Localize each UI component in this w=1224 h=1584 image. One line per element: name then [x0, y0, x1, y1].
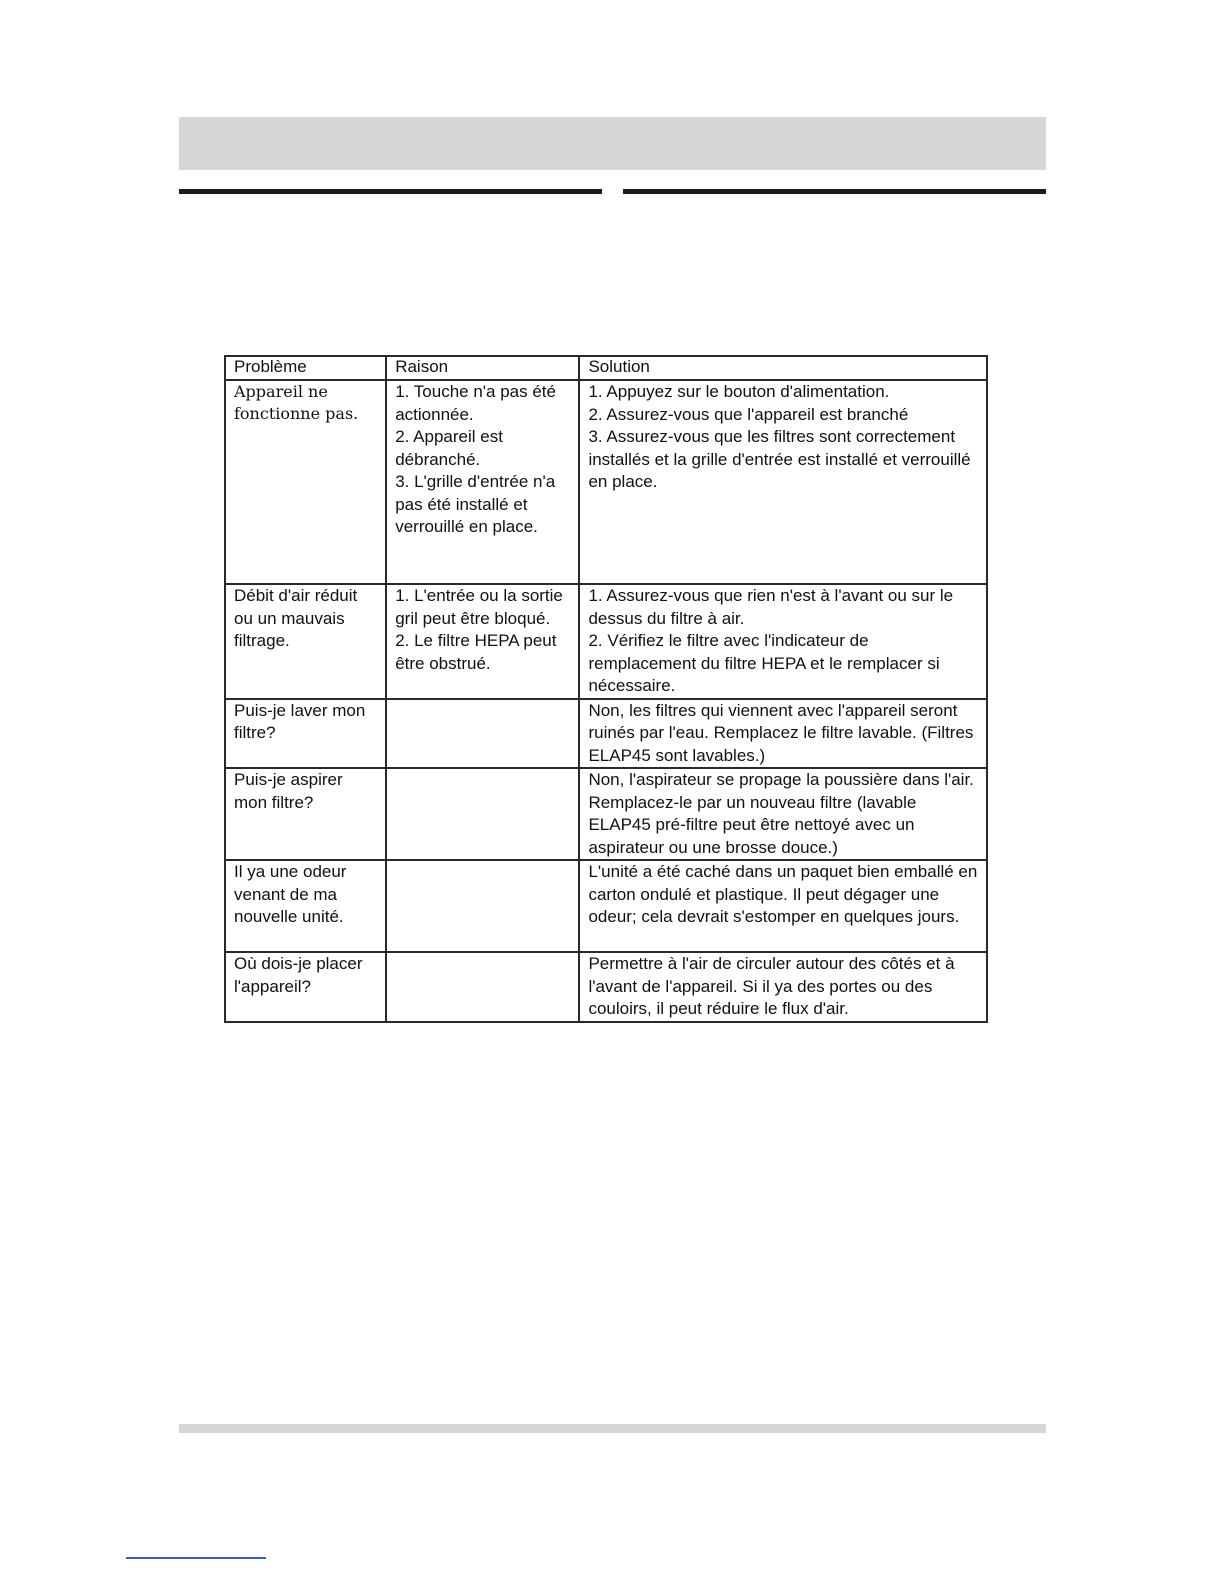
solution-cell	[579, 768, 987, 860]
solution-line: 1. Assurez-vous que rien n'est à l'avant ou sur le dessus du filtre à air.	[588, 586, 954, 628]
solution-cell	[579, 699, 987, 769]
solution-line: 2. Vérifiez le filtre avec l'indicateur de remplacement du filtre HEPA et le remplacer si nécessaire.	[588, 631, 940, 695]
solution-line: 2. Assurez-vous que l'appareil est branché	[588, 404, 909, 424]
solution-line: Non, les filtres qui viennent avec l'appareil seront ruinés par l'eau. Remplacez le filtre lavable. (Filtres ELAP45 sont lavables.)	[588, 700, 974, 765]
table-row	[225, 768, 987, 860]
problem-cell: Où dois-je placer l'appareil?	[225, 952, 386, 1022]
header-reason: Raison	[386, 356, 579, 380]
reason-line: 1. L'entrée ou la sortie gril peut être bloqué.	[395, 586, 563, 628]
solution-line: L'unité a été caché dans un paquet bien emballé en carton ondulé et plastique. Il peut dégager une odeur; cela devrait s'estomper en quelques jours.	[588, 862, 978, 926]
problem-cell: Débit d'air réduit ou un mauvais filtrage.	[225, 584, 386, 699]
header-band	[179, 117, 1046, 170]
solution-line: 1. Appuyez sur le bouton d'alimentation.	[588, 382, 890, 401]
problem-cell: Appareil ne fonctionne pas.	[225, 380, 386, 584]
reason-cell	[386, 768, 579, 860]
reason-line: 3. L'grille d'entrée n'a pas été installé et verrouillé en place.	[395, 472, 556, 536]
footer-band	[179, 1424, 1046, 1433]
table-header-row	[225, 356, 987, 380]
reason-cell	[386, 860, 579, 952]
header-problem: Problème	[225, 356, 386, 380]
header-rule-right	[623, 189, 1046, 194]
reason-line: 2. Appareil est débranché.	[395, 427, 503, 469]
problem-cell: Puis-je laver mon filtre?	[225, 699, 386, 769]
reason-cell	[386, 584, 579, 699]
solution-cell	[579, 584, 987, 699]
reason-cell	[386, 699, 579, 769]
table-row	[225, 860, 987, 952]
problem-cell: Puis-je aspirer mon filtre?	[225, 768, 386, 860]
reason-cell	[386, 380, 579, 584]
reason-line: 2. Le filtre HEPA peut être obstrué.	[395, 631, 557, 673]
solution-cell	[579, 380, 987, 584]
reason-cell	[386, 952, 579, 1022]
reason-line: 1. Touche n'a pas été actionnée.	[395, 382, 556, 424]
table-row	[225, 380, 987, 584]
problem-cell: Il ya une odeur venant de ma nouvelle unité.	[225, 860, 386, 952]
table-row	[225, 952, 987, 1022]
solution-line: Non, l'aspirateur se propage la poussière dans l'air. Remplacez-le par un nouveau filtre (lavable ELAP45 pré-filtre peut être nettoyé avec un aspirateur ou une brosse douce.)	[588, 770, 974, 857]
solution-line: 3. Assurez-vous que les filtres sont correctement installés et la grille d'entrée est installé et verrouillé en place.	[588, 427, 971, 491]
header-solution: Solution	[579, 356, 987, 380]
header-rule-left	[179, 189, 602, 194]
table-row	[225, 584, 987, 699]
solution-cell	[579, 860, 987, 952]
solution-cell	[579, 952, 987, 1022]
solution-line: Permettre à l'air de circuler autour des côtés et à l'avant de l'appareil. Si il ya des portes ou des couloirs, il peut réduire le flux d'air.	[588, 954, 955, 1018]
table-row	[225, 699, 987, 769]
troubleshooting-table-wrapper	[224, 355, 988, 1023]
troubleshooting-table	[224, 355, 988, 1023]
footer-link-underline	[126, 1557, 266, 1559]
